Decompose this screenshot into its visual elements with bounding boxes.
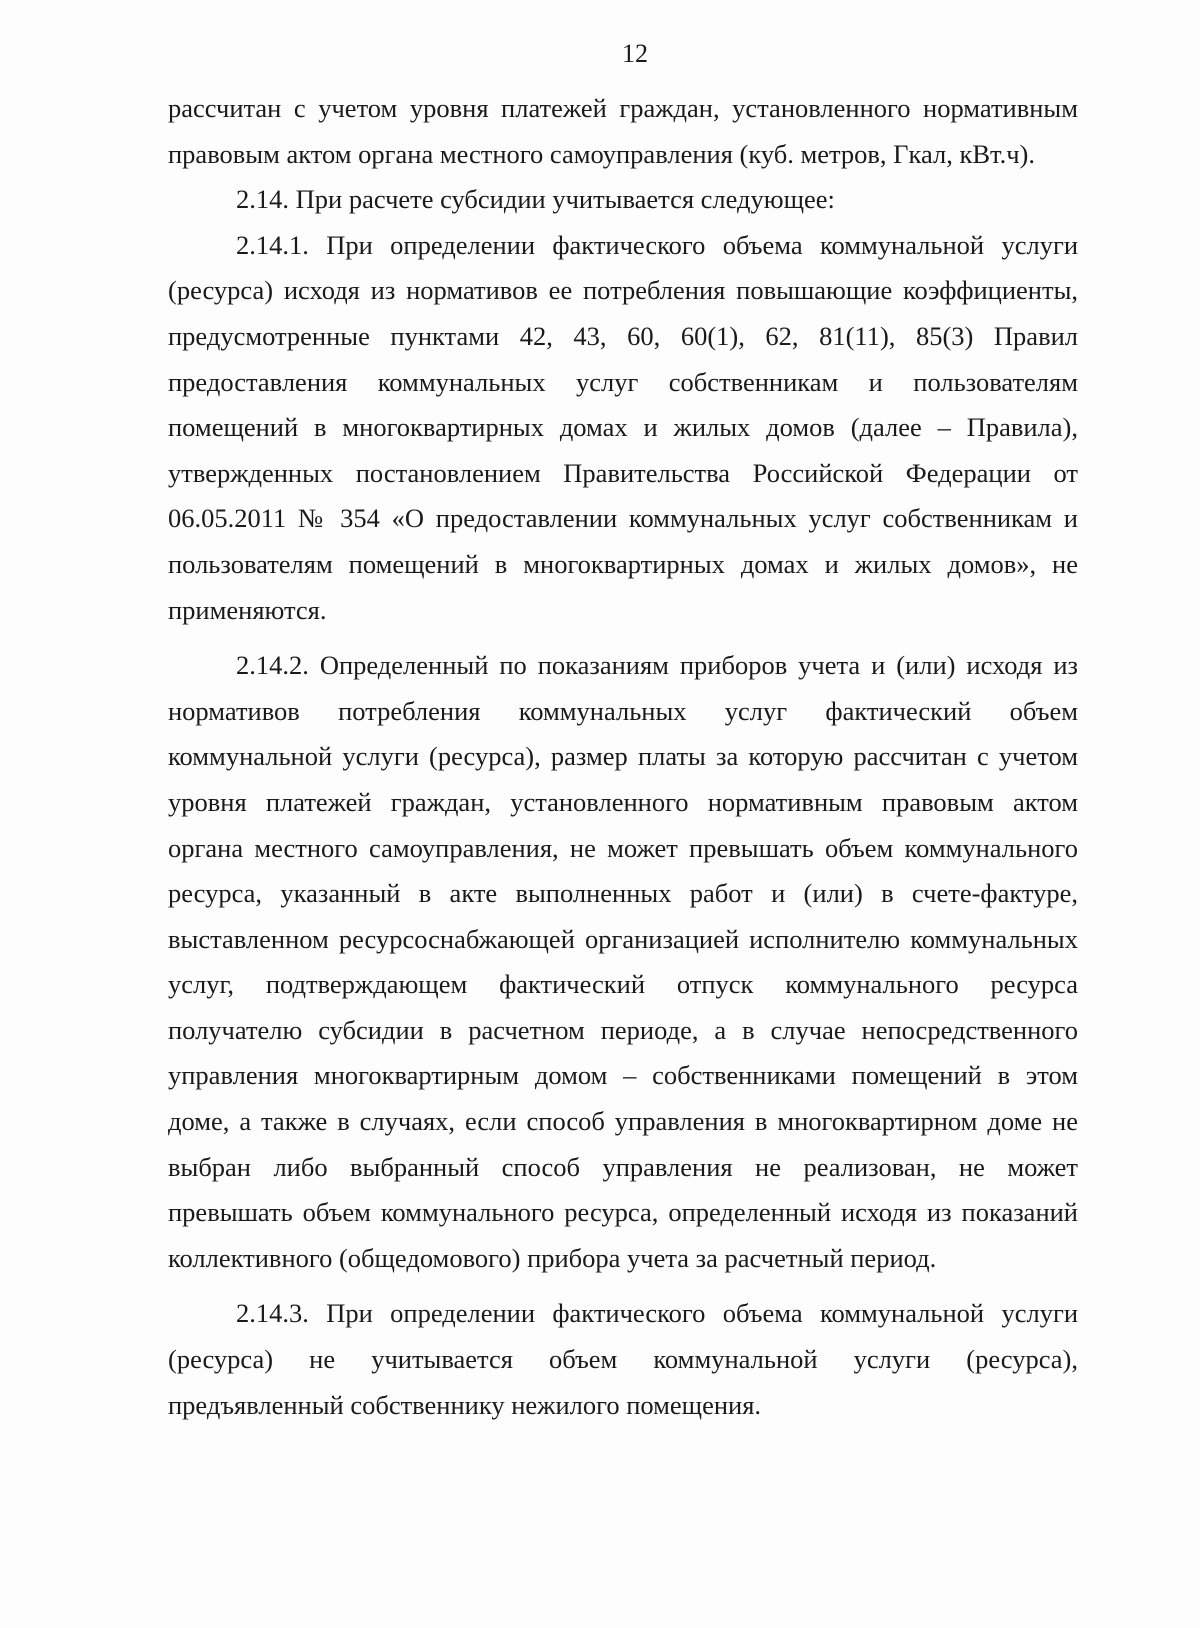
paragraph-2-14: 2.14. При расчете субсидии учитывается следующее:	[236, 184, 835, 215]
document-body	[168, 86, 1078, 1428]
paragraph-continuation: рассчитан с учетом уровня платежей граждан, установленного нормативным правовым актом органа местного самоуправления (куб. метров, Гкал, кВт.ч).	[168, 93, 1078, 169]
paragraph-2-14-2: 2.14.2. Определенный по показаниям приборов учета и (или) исходя из нормативов потребления коммунальных услуг фактический объем коммунальной услуги (ресурса), размер платы за которую рассчитан с учетом уровня платежей граждан, установленного нормативным правовым актом органа местного самоуправления, не может превышать объем коммунального ресурса, указанный в акте выполненных работ и (или) в счете-фактуре, выставленном ресурсоснабжающей организацией исполнителю коммунальных услуг, подтверждающем фактический отпуск коммунального ресурса получателю субсидии в расчетном периоде, а в случае непосредственного управления многоквартирным домом – собственниками помещений в этом доме, а также в случаях, если способ управления в многоквартирном доме не выбран либо выбранный способ управления не реализован, не может превышать объем коммунального ресурса, определенный исходя из показаний коллективного (общедомового) прибора учета за расчетный период.	[168, 650, 1078, 1273]
page-number: 12	[622, 39, 648, 68]
paragraph-2-14-1: 2.14.1. При определении фактического объема коммунальной услуги (ресурса) исходя из нормативов ее потребления повышающие коэффициенты, предусмотренные пунктами 42, 43, 60, 60(1), 62, 81(11), 85(3) Правил предоставления коммунальных услуг собственникам и пользователям помещений в многоквартирных домах и жилых домов (далее – Правила), утвержденных постановлением Правительства Российской Федерации от 06.05.2011 № 354 «О предоставлении коммунальных услуг собственникам и пользователям помещений в многоквартирных домах и жилых домов», не применяются.	[168, 229, 1078, 625]
paragraph-2-14-3: 2.14.3. При определении фактического объема коммунальной услуги (ресурса) не учитывается объем коммунальной услуги (ресурса), предъявленный собственнику нежилого помещения.	[168, 1298, 1078, 1420]
